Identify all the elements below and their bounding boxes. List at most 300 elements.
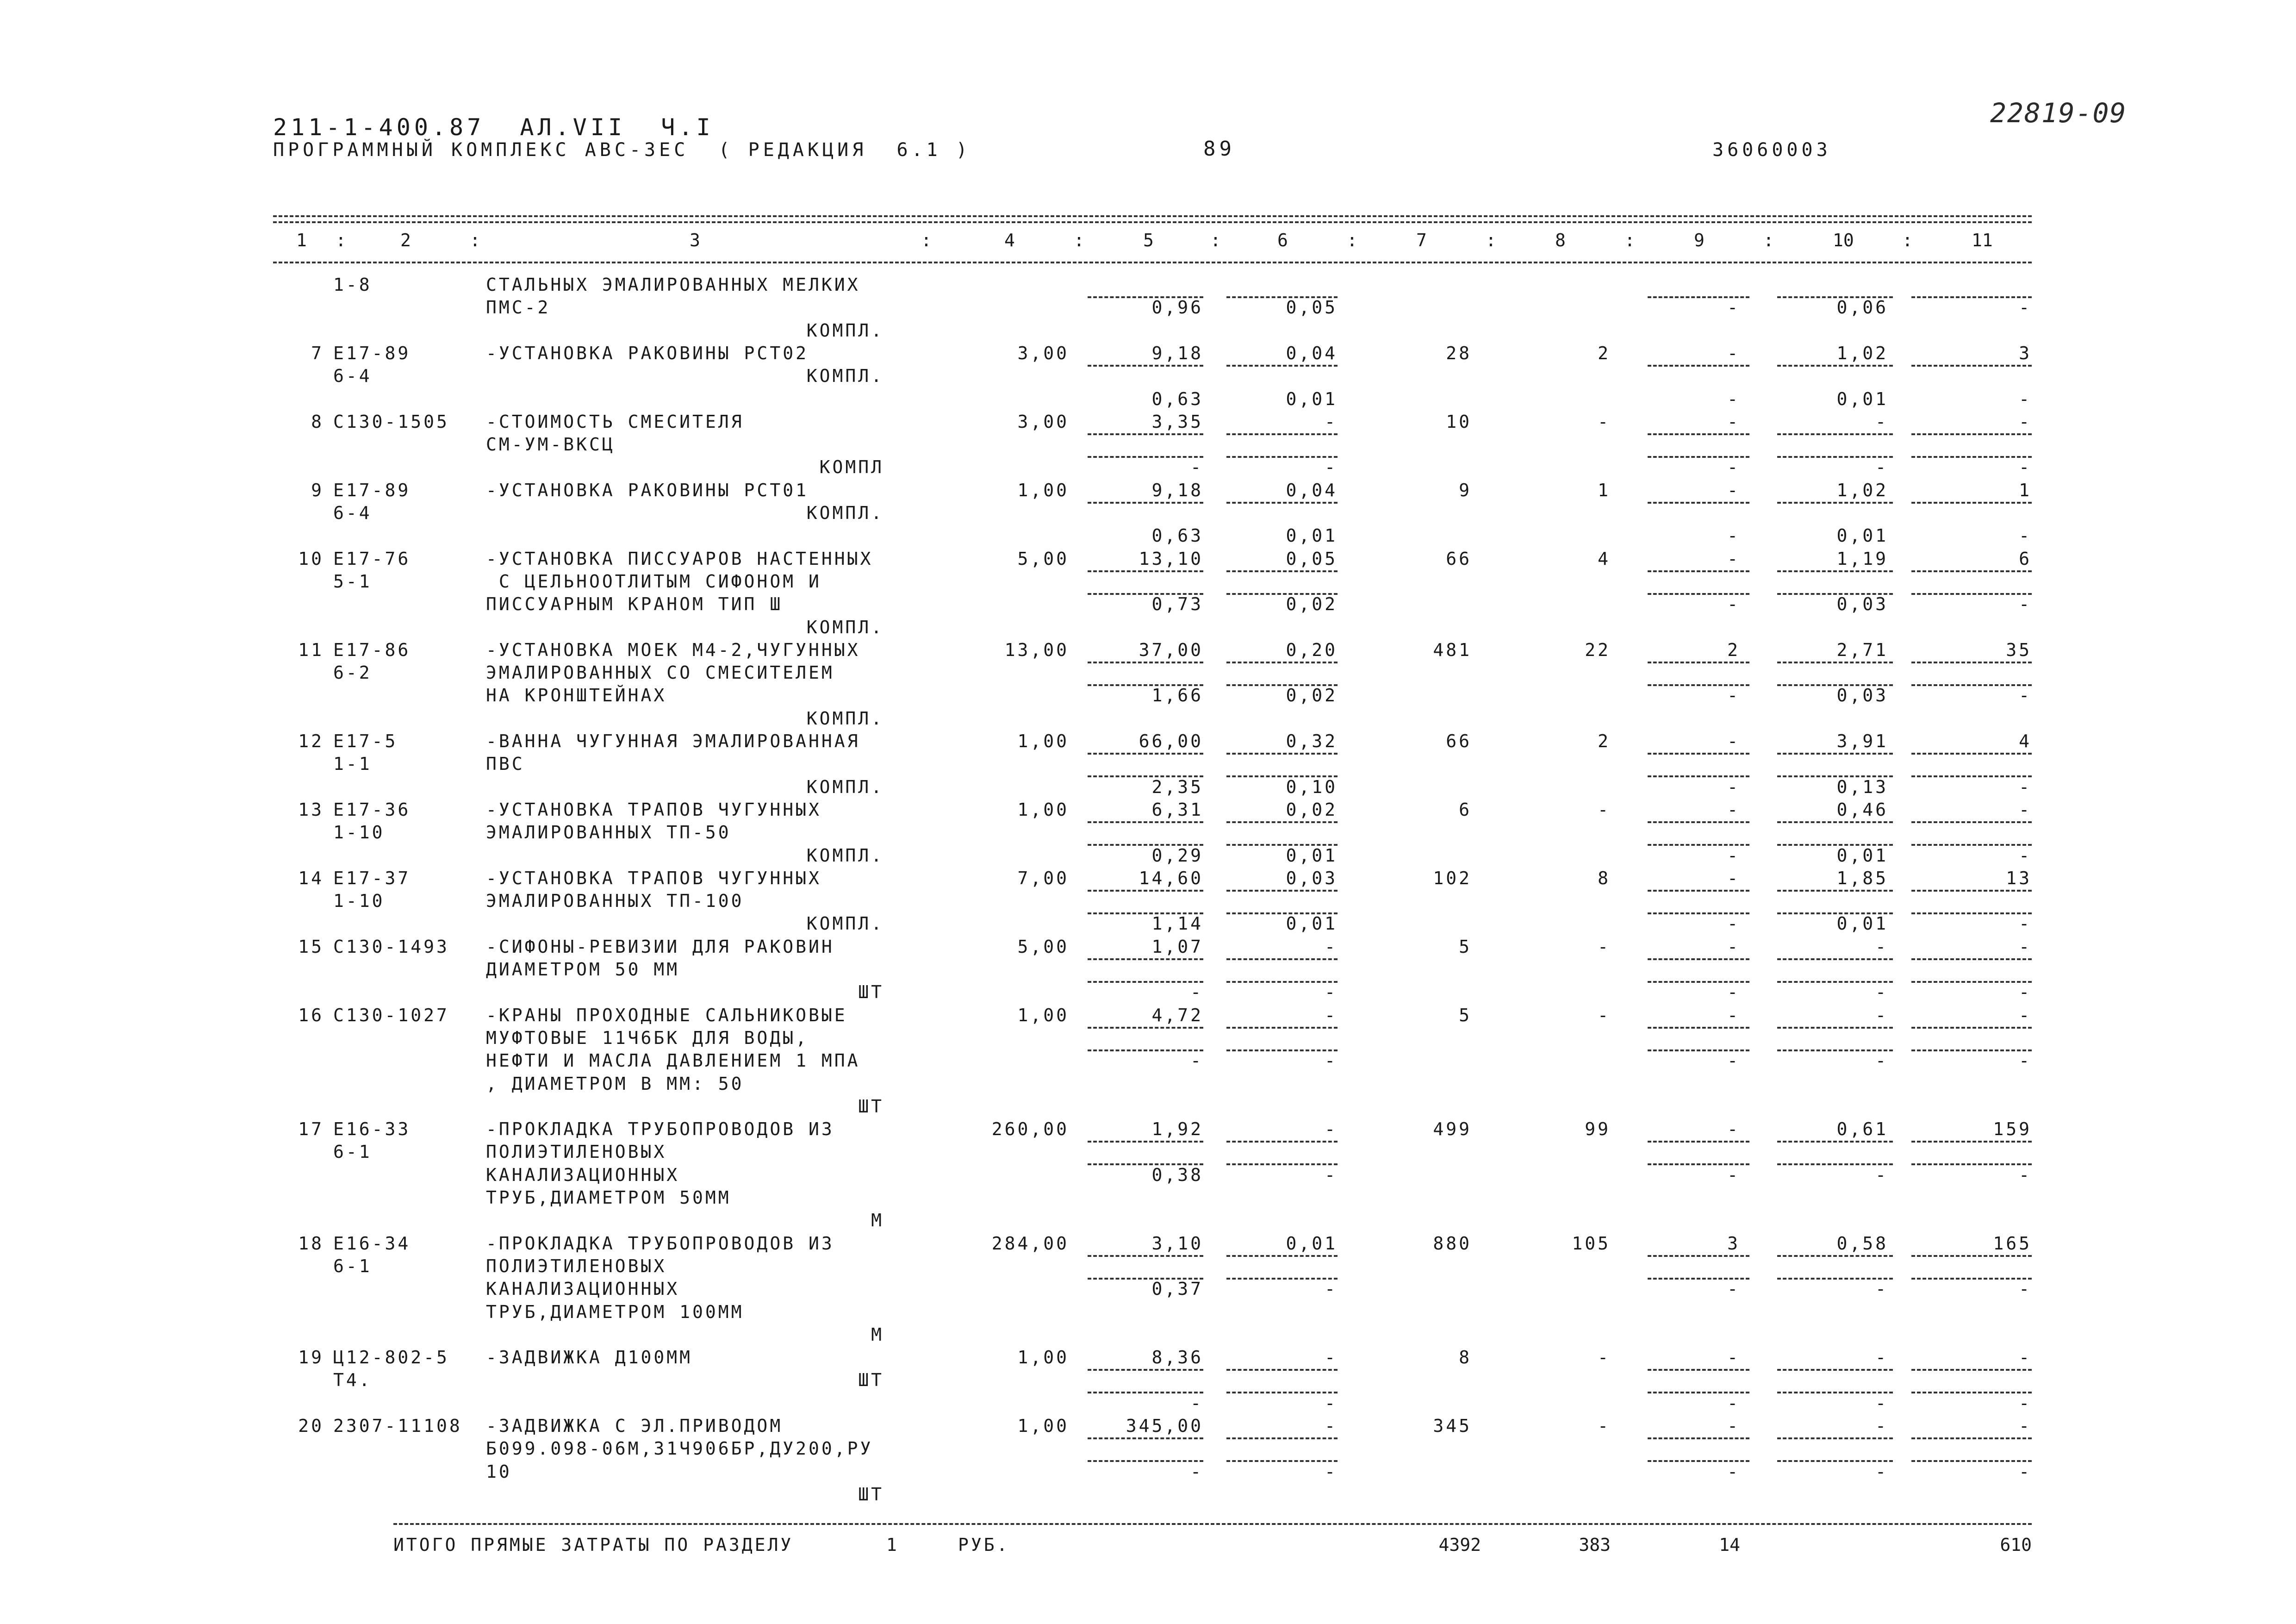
labor-cost: - xyxy=(1325,1393,1338,1413)
unit: ШТ xyxy=(858,982,884,1003)
table-row xyxy=(0,982,2296,1003)
description: -УСТАНОВКА МОЕК М4-2,ЧУГУННЫХ xyxy=(486,639,860,660)
doc-code: 211-1-400.87 АЛ.VII Ч.I xyxy=(273,114,714,141)
table-row xyxy=(0,731,2296,752)
table-row xyxy=(0,594,2296,615)
quantity: 1,00 xyxy=(1017,1347,1069,1368)
wages: - xyxy=(1598,411,1611,432)
unit-cost: - xyxy=(1190,1050,1203,1071)
header-rule-top xyxy=(273,215,2032,217)
quantity: 1,00 xyxy=(1017,1005,1069,1025)
machine-cost: - xyxy=(1727,868,1740,888)
total-labor: 13 xyxy=(2006,868,2032,888)
table-row xyxy=(0,549,2296,570)
labor-cost: - xyxy=(1325,457,1338,478)
table-row xyxy=(0,343,2296,364)
machine-cost: 3 xyxy=(1727,1233,1740,1254)
labor-hours: - xyxy=(1875,457,1888,478)
quantity: 1,00 xyxy=(1017,480,1069,500)
description: НА КРОНШТЕЙНАХ xyxy=(486,685,667,706)
total-label: ИТОГО ПРЯМЫЕ ЗАТРАТЫ ПО РАЗДЕЛУ xyxy=(393,1535,794,1555)
description: ЭМАЛИРОВАННЫХ ТП-50 xyxy=(486,822,731,843)
wages: - xyxy=(1598,936,1611,957)
quantity: 13,00 xyxy=(1004,639,1069,660)
row-number: 7 xyxy=(311,343,324,363)
total-labor: - xyxy=(2019,297,2032,318)
column-header xyxy=(0,231,2296,255)
labor-hours: 0,03 xyxy=(1836,685,1888,706)
description: ДИАМЕТРОМ 50 ММ xyxy=(486,959,680,980)
labor-cost: - xyxy=(1325,1164,1338,1185)
unit-cost: - xyxy=(1190,457,1203,478)
code: Е17-89 xyxy=(333,480,411,500)
description: -КРАНЫ ПРОХОДНЫЕ САЛЬНИКОВЫЕ xyxy=(486,1005,847,1025)
description: , ДИАМЕТРОМ В ММ: 50 xyxy=(486,1073,744,1094)
description: С ЦЕЛЬНООТЛИТЫМ СИФОНОМ И xyxy=(486,571,821,592)
description: НЕФТИ И МАСЛА ДАВЛЕНИЕМ 1 МПА xyxy=(486,1050,860,1071)
labor-cost: 0,01 xyxy=(1286,845,1338,866)
unit-cost: 345,00 xyxy=(1126,1416,1203,1436)
row-number: 15 xyxy=(298,936,324,957)
labor-hours: 0,46 xyxy=(1836,799,1888,820)
labor-hours: - xyxy=(1875,411,1888,432)
table-row xyxy=(0,434,2296,456)
total-unit: РУБ. xyxy=(958,1535,1010,1555)
machine-cost: - xyxy=(1727,1416,1740,1436)
total-rule xyxy=(393,1523,2032,1525)
description: Б099.098-06М,31Ч906БР,ДУ200,РУ xyxy=(486,1438,873,1459)
total-cost: 499 xyxy=(1433,1119,1472,1140)
labor-cost: - xyxy=(1325,1119,1338,1140)
column-separator: : xyxy=(336,230,346,250)
labor-cost: - xyxy=(1325,411,1338,432)
table-row xyxy=(0,1438,2296,1460)
unit-cost: - xyxy=(1190,1393,1203,1413)
labor-hours: - xyxy=(1875,1005,1888,1025)
unit-cost: 4,72 xyxy=(1151,1005,1203,1025)
quantity: 1,00 xyxy=(1017,1416,1069,1436)
machine-cost: - xyxy=(1727,343,1740,363)
description: -ВАННА ЧУГУННАЯ ЭМАЛИРОВАННАЯ xyxy=(486,731,860,751)
total-labor: - xyxy=(2019,913,2032,934)
table-row xyxy=(0,891,2296,912)
total-labor: 1 xyxy=(2019,480,2032,500)
page-number: 89 xyxy=(1203,137,1235,161)
total-col11: 610 xyxy=(2000,1535,2032,1555)
total-labor: - xyxy=(2019,1393,2032,1413)
labor-cost: - xyxy=(1325,1347,1338,1368)
labor-hours: 1,85 xyxy=(1836,868,1888,888)
header-rule-bottom xyxy=(273,262,2032,263)
total-labor: - xyxy=(2019,776,2032,797)
wages: 1 xyxy=(1598,480,1611,500)
labor-cost: 0,32 xyxy=(1286,731,1338,751)
labor-cost: 0,02 xyxy=(1286,685,1338,706)
labor-cost: 0,05 xyxy=(1286,548,1338,569)
wages: 22 xyxy=(1585,639,1611,660)
machine-cost: - xyxy=(1727,411,1740,432)
table-row xyxy=(0,1416,2296,1437)
table-row xyxy=(0,959,2296,981)
description: -СИФОНЫ-РЕВИЗИИ ДЛЯ РАКОВИН xyxy=(486,936,834,957)
table-row xyxy=(0,503,2296,524)
column-header-8: 8 xyxy=(1555,230,1566,250)
unit-cost: 0,63 xyxy=(1151,388,1203,409)
labor-cost: - xyxy=(1325,1005,1338,1025)
unit-cost: 0,63 xyxy=(1151,525,1203,546)
machine-cost: - xyxy=(1727,1164,1740,1185)
table-row xyxy=(0,1119,2296,1140)
table-row xyxy=(0,1028,2296,1049)
row-number: 11 xyxy=(298,639,324,660)
unit-cost: 8,36 xyxy=(1151,1347,1203,1368)
machine-cost: - xyxy=(1727,548,1740,569)
machine-cost: - xyxy=(1727,913,1740,934)
labor-cost: - xyxy=(1325,1050,1338,1071)
labor-cost: 0,01 xyxy=(1286,525,1338,546)
code: 6-4 xyxy=(333,503,372,523)
unit: КОМПЛ. xyxy=(806,320,884,341)
column-header-2: 2 xyxy=(400,230,411,250)
code: 1-8 xyxy=(333,275,372,295)
labor-hours: 0,01 xyxy=(1836,913,1888,934)
table-row xyxy=(0,366,2296,387)
total-cost: 345 xyxy=(1433,1416,1472,1436)
machine-cost: - xyxy=(1727,731,1740,751)
labor-hours: 0,13 xyxy=(1836,776,1888,797)
code: Е16-33 xyxy=(333,1119,411,1140)
labor-hours: 0,61 xyxy=(1836,1119,1888,1140)
unit-cost: 66,00 xyxy=(1139,731,1203,751)
total-labor: - xyxy=(2019,1416,2032,1436)
labor-hours: - xyxy=(1875,936,1888,957)
description: -УСТАНОВКА РАКОВИНЫ РСТ02 xyxy=(486,343,809,363)
description: ЭМАЛИРОВАННЫХ СО СМЕСИТЕЛЕМ xyxy=(486,662,834,683)
unit: ШТ xyxy=(858,1484,884,1505)
code: Е16-34 xyxy=(333,1233,411,1254)
unit: КОМПЛ. xyxy=(806,366,884,387)
machine-cost: - xyxy=(1727,1005,1740,1025)
code: Е17-36 xyxy=(333,799,411,820)
total-labor: - xyxy=(2019,1005,2032,1025)
table-row xyxy=(0,1096,2296,1118)
table-row xyxy=(0,617,2296,638)
wages: 99 xyxy=(1585,1119,1611,1140)
table-row xyxy=(0,662,2296,684)
unit-cost: 3,10 xyxy=(1151,1233,1203,1254)
code: 6-1 xyxy=(333,1142,372,1162)
code: 6-1 xyxy=(333,1255,372,1276)
quantity: 3,00 xyxy=(1017,411,1069,432)
total-cost: 8 xyxy=(1459,1347,1472,1368)
unit-cost: - xyxy=(1190,1461,1203,1482)
row-number: 20 xyxy=(298,1416,324,1436)
machine-cost: - xyxy=(1727,388,1740,409)
column-header-1: 1 xyxy=(296,230,307,250)
table-row xyxy=(0,1484,2296,1505)
description: -УСТАНОВКА РАКОВИНЫ РСТ01 xyxy=(486,480,809,500)
total-section: 1 xyxy=(886,1535,897,1555)
column-header-3: 3 xyxy=(690,230,700,250)
column-header-10: 10 xyxy=(1833,230,1854,250)
table-row xyxy=(0,1393,2296,1414)
total-labor: - xyxy=(2019,982,2032,1003)
total-labor: 6 xyxy=(2019,548,2032,569)
row-number: 17 xyxy=(298,1119,324,1140)
table-row xyxy=(0,1256,2296,1277)
table-row xyxy=(0,389,2296,410)
unit-cost: 0,73 xyxy=(1151,594,1203,615)
unit: ШТ xyxy=(858,1096,884,1117)
total-labor: 4 xyxy=(2019,731,2032,751)
row-number: 10 xyxy=(298,548,324,569)
description: КАНАЛИЗАЦИОННЫХ xyxy=(486,1164,680,1185)
labor-hours: - xyxy=(1875,1416,1888,1436)
description: СМ-УМ-ВКСЦ xyxy=(486,434,615,455)
column-header-11: 11 xyxy=(1972,230,1993,250)
labor-hours: 2,71 xyxy=(1836,639,1888,660)
table-row xyxy=(0,937,2296,958)
labor-hours: - xyxy=(1875,982,1888,1003)
code: Ц12-802-5 xyxy=(333,1347,449,1368)
total-labor: - xyxy=(2019,525,2032,546)
column-separator: : xyxy=(1763,230,1774,250)
table-row xyxy=(0,1050,2296,1072)
labor-hours: - xyxy=(1875,1461,1888,1482)
quantity: 3,00 xyxy=(1017,343,1069,363)
labor-cost: 0,02 xyxy=(1286,594,1338,615)
table-row xyxy=(0,1370,2296,1391)
total-col7: 4392 xyxy=(1438,1535,1481,1555)
wages: - xyxy=(1598,1005,1611,1025)
labor-hours: 1,02 xyxy=(1836,480,1888,500)
description: -ЗАДВИЖКА С ЭЛ.ПРИВОДОМ xyxy=(486,1416,783,1436)
table-row xyxy=(0,708,2296,730)
quantity: 284,00 xyxy=(991,1233,1069,1254)
table-row xyxy=(0,1302,2296,1323)
code: 6-2 xyxy=(333,662,372,683)
unit-cost: 2,35 xyxy=(1151,776,1203,797)
total-labor: - xyxy=(2019,1050,2032,1071)
description: -УСТАНОВКА ТРАПОВ ЧУГУННЫХ xyxy=(486,868,821,888)
machine-cost: - xyxy=(1727,297,1740,318)
machine-cost: - xyxy=(1727,1119,1740,1140)
description: ПОЛИЭТИЛЕНОВЫХ xyxy=(486,1142,667,1162)
code: Т4. xyxy=(333,1370,372,1391)
table-row xyxy=(0,913,2296,935)
total-col9: 14 xyxy=(1719,1535,1740,1555)
code: 1-10 xyxy=(333,891,385,912)
row-number: 18 xyxy=(298,1233,324,1254)
unit-cost: 9,18 xyxy=(1151,480,1203,500)
code: 5-1 xyxy=(333,571,372,592)
description: ПИССУАРНЫМ КРАНОМ ТИП Ш xyxy=(486,594,783,615)
total-cost: 481 xyxy=(1433,639,1472,660)
wages: 2 xyxy=(1598,343,1611,363)
description: -ЗАДВИЖКА Д100ММ xyxy=(486,1347,693,1368)
unit: М xyxy=(871,1324,884,1345)
unit: КОМПЛ. xyxy=(806,913,884,934)
unit-cost: 1,14 xyxy=(1151,913,1203,934)
unit-cost: 14,60 xyxy=(1139,868,1203,888)
total-labor: - xyxy=(2019,457,2032,478)
quantity: 1,00 xyxy=(1017,731,1069,751)
doc-id: 36060003 xyxy=(1712,139,1831,161)
unit-cost: 1,07 xyxy=(1151,936,1203,957)
code: Е17-76 xyxy=(333,548,411,569)
code: 1-1 xyxy=(333,754,372,775)
column-separator: : xyxy=(1074,230,1084,250)
total-cost: 880 xyxy=(1433,1233,1472,1254)
total-labor: - xyxy=(2019,388,2032,409)
machine-cost: - xyxy=(1727,480,1740,500)
code: Е17-5 xyxy=(333,731,398,751)
registration-stamp: 22819-09 xyxy=(1990,97,2127,129)
labor-cost: 0,05 xyxy=(1286,297,1338,318)
table-row xyxy=(0,297,2296,319)
description: КАНАЛИЗАЦИОННЫХ xyxy=(486,1279,680,1299)
labor-hours: 0,03 xyxy=(1836,594,1888,615)
column-separator: : xyxy=(1210,230,1221,250)
labor-cost: - xyxy=(1325,1461,1338,1482)
unit: КОМПЛ. xyxy=(806,776,884,797)
column-separator: : xyxy=(1486,230,1496,250)
labor-hours: - xyxy=(1875,1050,1888,1071)
total-col8: 383 xyxy=(1579,1535,1611,1555)
column-separator: : xyxy=(1347,230,1357,250)
labor-hours: 1,19 xyxy=(1836,548,1888,569)
labor-cost: - xyxy=(1325,982,1338,1003)
total-labor: - xyxy=(2019,799,2032,820)
total-cost: 5 xyxy=(1459,936,1472,957)
description: -УСТАНОВКА ПИССУАРОВ НАСТЕННЫХ xyxy=(486,548,873,569)
table-row xyxy=(0,685,2296,706)
machine-cost: - xyxy=(1727,1050,1740,1071)
program-title: ПРОГРАММНЫЙ КОМПЛЕКС АВС-3ЕС ( РЕДАКЦИЯ 6.1 ) xyxy=(273,139,971,161)
unit-cost: 0,37 xyxy=(1151,1279,1203,1299)
quantity: 1,00 xyxy=(1017,799,1069,820)
table-row xyxy=(0,754,2296,775)
machine-cost: - xyxy=(1727,1393,1740,1413)
column-header-7: 7 xyxy=(1416,230,1427,250)
unit-cost: 0,29 xyxy=(1151,845,1203,866)
table-row xyxy=(0,480,2296,501)
column-separator: : xyxy=(921,230,932,250)
description: ПМС-2 xyxy=(486,297,551,318)
labor-cost: 0,01 xyxy=(1286,913,1338,934)
row-number: 13 xyxy=(298,799,324,820)
machine-cost: - xyxy=(1727,799,1740,820)
machine-cost: 2 xyxy=(1727,639,1740,660)
column-header-6: 6 xyxy=(1277,230,1288,250)
row-number: 14 xyxy=(298,868,324,888)
table-row xyxy=(0,1279,2296,1300)
labor-cost: 0,02 xyxy=(1286,799,1338,820)
table-row xyxy=(0,777,2296,798)
labor-cost: 0,20 xyxy=(1286,639,1338,660)
description: СТАЛЬНЫХ ЭМАЛИРОВАННЫХ МЕЛКИХ xyxy=(486,275,860,295)
total-labor: - xyxy=(2019,1164,2032,1185)
machine-cost: - xyxy=(1727,1461,1740,1482)
column-separator: : xyxy=(1624,230,1635,250)
total-cost: 66 xyxy=(1446,548,1472,569)
labor-hours: - xyxy=(1875,1347,1888,1368)
unit-cost: 1,92 xyxy=(1151,1119,1203,1140)
unit-cost: - xyxy=(1190,982,1203,1003)
labor-hours: - xyxy=(1875,1393,1888,1413)
unit: КОМПЛ xyxy=(819,457,884,478)
table-row xyxy=(0,1462,2296,1483)
wages: 105 xyxy=(1572,1233,1611,1254)
total-labor: 35 xyxy=(2006,639,2032,660)
labor-hours: 0,06 xyxy=(1836,297,1888,318)
machine-cost: - xyxy=(1727,525,1740,546)
column-separator: : xyxy=(1902,230,1913,250)
labor-cost: 0,10 xyxy=(1286,776,1338,797)
wages: 4 xyxy=(1598,548,1611,569)
table-row xyxy=(0,1210,2296,1231)
description: ЭМАЛИРОВАННЫХ ТП-100 xyxy=(486,891,744,912)
machine-cost: - xyxy=(1727,1347,1740,1368)
labor-hours: 0,01 xyxy=(1836,388,1888,409)
unit-cost: 1,66 xyxy=(1151,685,1203,706)
machine-cost: - xyxy=(1727,685,1740,706)
unit: КОМПЛ. xyxy=(806,503,884,523)
total-cost: 9 xyxy=(1459,480,1472,500)
table-row xyxy=(0,412,2296,433)
code: 2307-11108 xyxy=(333,1416,462,1436)
unit-cost: 37,00 xyxy=(1139,639,1203,660)
table-row xyxy=(0,1074,2296,1095)
description: ТРУБ,ДИАМЕТРОМ 100ММ xyxy=(486,1301,744,1322)
total-cost: 66 xyxy=(1446,731,1472,751)
row-number: 16 xyxy=(298,1005,324,1025)
column-header-4: 4 xyxy=(1004,230,1015,250)
unit: КОМПЛ. xyxy=(806,617,884,637)
unit-cost: 0,38 xyxy=(1151,1164,1203,1185)
total-labor: - xyxy=(2019,685,2032,706)
table-row xyxy=(0,1187,2296,1209)
table-row xyxy=(0,525,2296,547)
total-labor: - xyxy=(2019,1347,2032,1368)
code: Е17-37 xyxy=(333,868,411,888)
machine-cost: - xyxy=(1727,457,1740,478)
total-labor: - xyxy=(2019,936,2032,957)
code: С130-1027 xyxy=(333,1005,449,1025)
table-row xyxy=(0,1142,2296,1163)
code: 6-4 xyxy=(333,366,372,387)
total-cost: 6 xyxy=(1459,799,1472,820)
wages: 8 xyxy=(1598,868,1611,888)
labor-hours: 3,91 xyxy=(1836,731,1888,751)
machine-cost: - xyxy=(1727,1279,1740,1299)
total-cost: 102 xyxy=(1433,868,1472,888)
code: С130-1493 xyxy=(333,936,449,957)
description: ТРУБ,ДИАМЕТРОМ 50ММ xyxy=(486,1187,731,1208)
description: 10 xyxy=(486,1461,512,1482)
code: Е17-86 xyxy=(333,639,411,660)
unit-cost: 9,18 xyxy=(1151,343,1203,363)
table-row xyxy=(0,1233,2296,1255)
column-separator: : xyxy=(470,230,480,250)
header-rule-mid xyxy=(273,221,2032,223)
total-cost: 10 xyxy=(1446,411,1472,432)
labor-cost: 0,01 xyxy=(1286,388,1338,409)
quantity: 5,00 xyxy=(1017,936,1069,957)
total-labor: 165 xyxy=(1993,1233,2032,1254)
quantity: 7,00 xyxy=(1017,868,1069,888)
labor-hours: 0,01 xyxy=(1836,845,1888,866)
